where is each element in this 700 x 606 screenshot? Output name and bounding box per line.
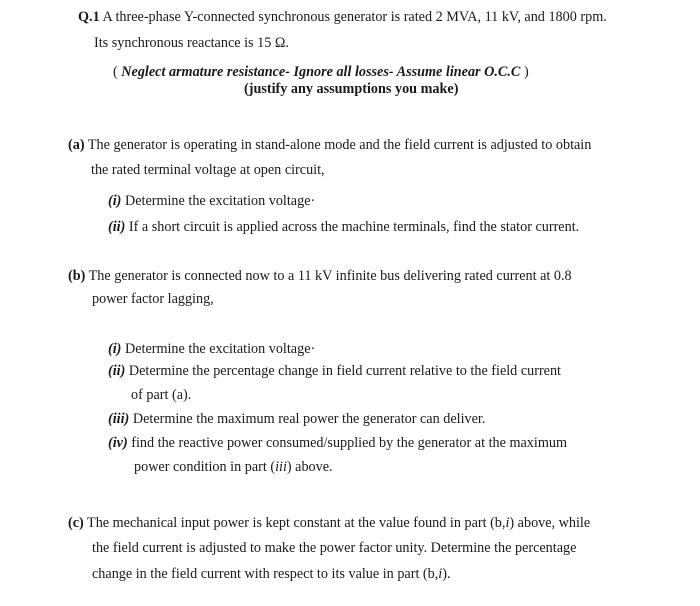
part-a-line2: the rated terminal voltage at open circuit, (91, 162, 325, 178)
question-intro-line2: Its synchronous reactance is 15 Ω. (94, 35, 289, 51)
question-intro-line1: Q.1 A three-phase Y-connected synchronous generator is rated 2 MVA, 11 kV, and 1800 rpm. (78, 9, 607, 25)
part-b-item-i: (i) Determine the excitation voltage· (108, 341, 316, 357)
part-c-line2: the field current is adjusted to make the power factor unity. Determine the percentage (92, 540, 577, 556)
question-justify: (justify any assumptions you make) (244, 81, 459, 97)
part-b-item-iv-cont: power condition in part (iii) above. (134, 459, 333, 475)
part-a-item-ii: (ii) If a short circuit is applied across the machine terminals, find the stator current. (108, 219, 580, 235)
part-b-item-ii: (ii) Determine the percentage change in field current relative to the field current (108, 363, 561, 379)
part-c-line1: (c) The mechanical input power is kept constant at the value found in part (b,i) above, while (68, 515, 591, 531)
part-b-line2: power factor lagging, (92, 291, 214, 307)
part-b-label: (b) (68, 268, 86, 284)
part-b-item-iv: (iv) find the reactive power consumed/supplied by the generator at the maximum (108, 435, 567, 451)
question-number: Q.1 (78, 9, 100, 25)
part-a-line1: (a) The generator is operating in stand-alone mode and the field current is adjusted to obtain (68, 137, 592, 153)
part-b-item-ii-cont: of part (a). (131, 387, 192, 403)
part-a-label: (a) (68, 137, 85, 153)
part-b-item-iii: (iii) Determine the maximum real power the generator can deliver. (108, 411, 486, 427)
part-c-label: (c) (68, 515, 84, 531)
part-a-item-i: (i) Determine the excitation voltage· (108, 193, 316, 209)
part-b-line1: (b) The generator is connected now to a 11 kV infinite bus delivering rated current at 0.8 (68, 268, 572, 284)
question-note: ( Neglect armature resistance- Ignore all losses- Assume linear O.C.C ) (113, 64, 529, 80)
part-c-line3: change in the field current with respect to its value in part (b,i). (92, 566, 451, 582)
